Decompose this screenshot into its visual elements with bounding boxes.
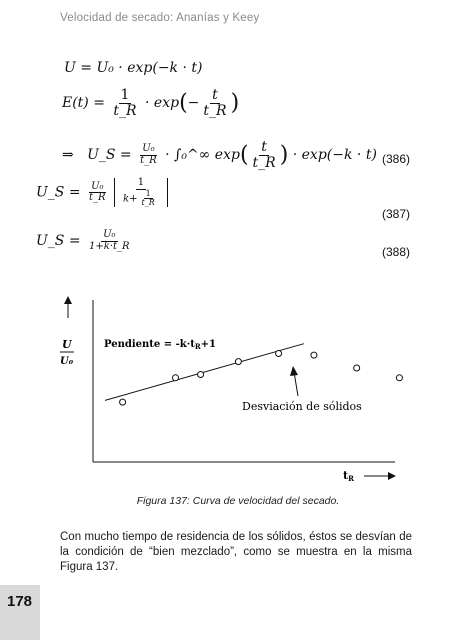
equation-5-lhs: U_S = bbox=[36, 233, 81, 249]
equation-5 bbox=[36, 230, 134, 252]
equation-3-numerator: U₀ bbox=[142, 143, 155, 155]
equation-4-denominator: t_R bbox=[89, 192, 106, 204]
x-direction-arrow-head-icon bbox=[388, 472, 396, 480]
equation-1 bbox=[64, 60, 202, 76]
page-number: 178 bbox=[7, 593, 33, 610]
equation-4-nested-fraction bbox=[140, 190, 157, 208]
equation-2: E(t) = $\frac{1}{t\_R}$ · exp(− $\frac{t}{t\_R}$ ) bbox=[62, 87, 240, 119]
equation-2-denominator: t_R bbox=[113, 102, 137, 119]
equation-3-integral: · ∫₀^∞ exp bbox=[165, 147, 240, 164]
equation-3-fraction bbox=[138, 144, 159, 166]
x-axis-label-sub: R bbox=[348, 474, 354, 483]
equation-4-fraction bbox=[87, 182, 108, 204]
equation-4-numerator: U₀ bbox=[91, 180, 104, 192]
deviation-label: Desviación de sólidos bbox=[242, 400, 362, 413]
equation-3-paren-fraction bbox=[251, 140, 278, 170]
trend-line bbox=[105, 344, 304, 401]
deviation-arrow-head-icon bbox=[290, 366, 298, 376]
equation-2-lhs: E(t) = bbox=[62, 95, 105, 112]
data-point-4 bbox=[235, 359, 241, 365]
body-paragraph: Con mucho tiempo de residencia de los sólidos, éstos se desvían de la condición de “bien mezclado”, como se muestra en la misma Figura 137. bbox=[60, 531, 412, 573]
equation-3-paren-numerator: t bbox=[261, 139, 267, 155]
equation-2-fraction bbox=[111, 88, 138, 118]
equation-4-bracket bbox=[114, 178, 168, 207]
data-point-5 bbox=[276, 351, 282, 357]
equation-5-numerator: U₀ bbox=[103, 229, 116, 240]
equation-4-nested-denominator: t_R bbox=[141, 197, 155, 207]
data-point-7 bbox=[354, 365, 360, 371]
slope-label bbox=[104, 339, 216, 351]
page-number-tab bbox=[0, 585, 40, 640]
y-axis-label-denominator: U₀ bbox=[60, 356, 74, 367]
equation-3-paren-denominator: t_R bbox=[252, 154, 276, 171]
equation-3: ⇒ U_S = $\frac{\text{U₀}}{t\_R}$ · ∫₀^∞ exp( $\frac{t}{t\_R}$ ) · exp(−k · t) bbox=[62, 139, 377, 171]
slope-label-main: Pendiente = -k·t bbox=[104, 339, 195, 350]
equation-number-387: (387) bbox=[381, 207, 410, 221]
data-point-2 bbox=[173, 375, 179, 381]
implies-arrow-icon: ⇒ bbox=[62, 147, 74, 164]
data-point-1 bbox=[120, 399, 126, 405]
running-header: Velocidad de secado: Ananías y Keey bbox=[60, 12, 260, 24]
equation-3-denominator: t_R bbox=[140, 154, 157, 166]
data-point-3 bbox=[198, 372, 204, 378]
equation-4-inner-fraction bbox=[121, 178, 161, 207]
equation-4-inner-numerator: 1 bbox=[137, 177, 145, 188]
equation-5-denominator: 1+k·t_R bbox=[89, 240, 130, 252]
equation-2-numerator: 1 bbox=[120, 87, 130, 103]
equation-4-nested-numerator: 1 bbox=[145, 188, 151, 198]
equation-2-paren-numerator: t bbox=[212, 87, 218, 103]
data-point-6 bbox=[311, 352, 317, 358]
x-axis-label-main: t bbox=[343, 469, 349, 482]
slope-label-sub: R bbox=[194, 342, 201, 351]
y-axis-label-numerator: U bbox=[62, 338, 72, 351]
equation-1-rhs: = U₀ · exp(−k · t) bbox=[80, 60, 203, 76]
deviation-arrow-line bbox=[294, 372, 298, 396]
equation-1-lhs: U bbox=[64, 60, 76, 76]
y-direction-arrow-head-icon bbox=[64, 296, 72, 304]
equation-3-tail: · exp(−k · t) bbox=[292, 147, 377, 164]
drying-rate-figure bbox=[0, 290, 476, 500]
equation-2-rhs: · exp bbox=[145, 95, 180, 112]
equation-number-388: (388) bbox=[381, 245, 410, 259]
equation-4-inner-den-pre: k+ bbox=[123, 192, 138, 204]
data-point-8 bbox=[396, 375, 402, 381]
equation-4-lhs: U_S = bbox=[36, 184, 81, 201]
equation-5-fraction bbox=[87, 230, 132, 252]
x-axis-label bbox=[343, 469, 354, 483]
figure-caption: Figura 137: Curva de velocidad del secado. bbox=[136, 495, 340, 507]
equation-2-paren-fraction bbox=[201, 88, 228, 118]
equation-2-paren-denominator: t_R bbox=[203, 102, 227, 119]
equation-4-inner-denominator bbox=[121, 190, 161, 208]
slope-label-tail: +1 bbox=[200, 339, 216, 350]
equation-number-386: (386) bbox=[381, 152, 410, 166]
equation-3-lhs: U_S = bbox=[87, 147, 132, 164]
data-points bbox=[120, 351, 403, 406]
equation-4 bbox=[36, 178, 168, 207]
